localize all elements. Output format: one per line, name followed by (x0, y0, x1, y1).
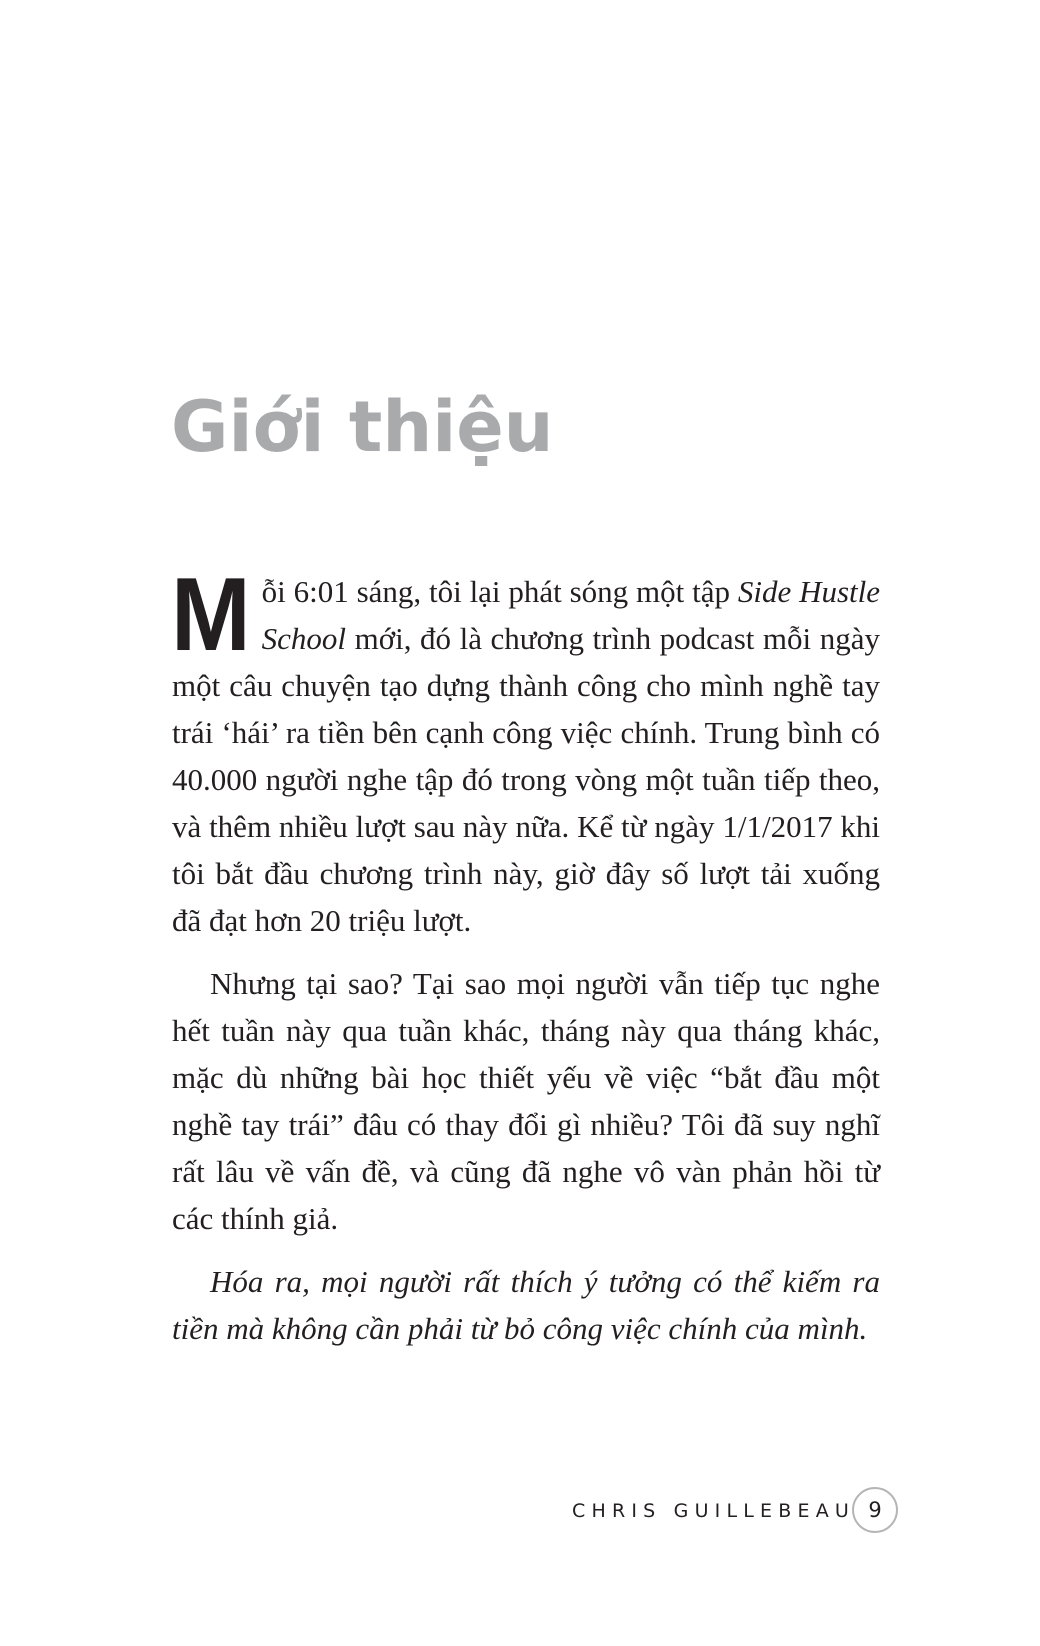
paragraph-1 (171, 557, 881, 944)
running-head-author: CHRIS GUILLEBEAU (571, 1500, 855, 1522)
drop-cap: M (171, 557, 251, 673)
paragraph-3-emphasis: Hóa ra, mọi người rất thích ý tưởng có thể kiếm ra tiền mà không cần phải từ bỏ công việc chính của mình. (172, 1264, 880, 1346)
paragraph-1-segment-1: ỗi 6:01 sáng, tôi lại phát sóng một tập (261, 574, 738, 609)
paragraph-2: Nhưng tại sao? Tại sao mọi người vẫn tiếp tục nghe hết tuần này qua tuần khác, tháng này qua tháng khác, mặc dù những bài học thiết yếu về việc “bắt đầu một nghề tay trái” đâu có thay đổi gì nhiều? Tôi đã suy nghĩ rất lâu về vấn đề, và cũng đã nghe vô vàn phản hồi từ các thính giả. (172, 966, 880, 1236)
chapter-title: Giới thiệu (171, 386, 554, 468)
page-footer (0, 1487, 1040, 1535)
page-number-badge: 9 (852, 1487, 898, 1533)
paragraph-1-segment-3: mới, đó là chương trình podcast mỗi ngày một câu chuyện tạo dựng thành công cho mình nghề tay trái ‘hái’ ra tiền bên cạnh công việc chính. Trung bình có 40.000 người nghe tập đó trong vòng một tuần tiếp theo, và thêm nhiều lượt sau này nữa. Kể từ ngày 1/1/2017 khi tôi bắt đầu chương trình này, giờ đây số lượt tải xuống đã đạt hơn 20 triệu lượt. (172, 621, 880, 938)
podcast-title: Side Hustle School (261, 574, 881, 656)
body-text (171, 557, 881, 1368)
